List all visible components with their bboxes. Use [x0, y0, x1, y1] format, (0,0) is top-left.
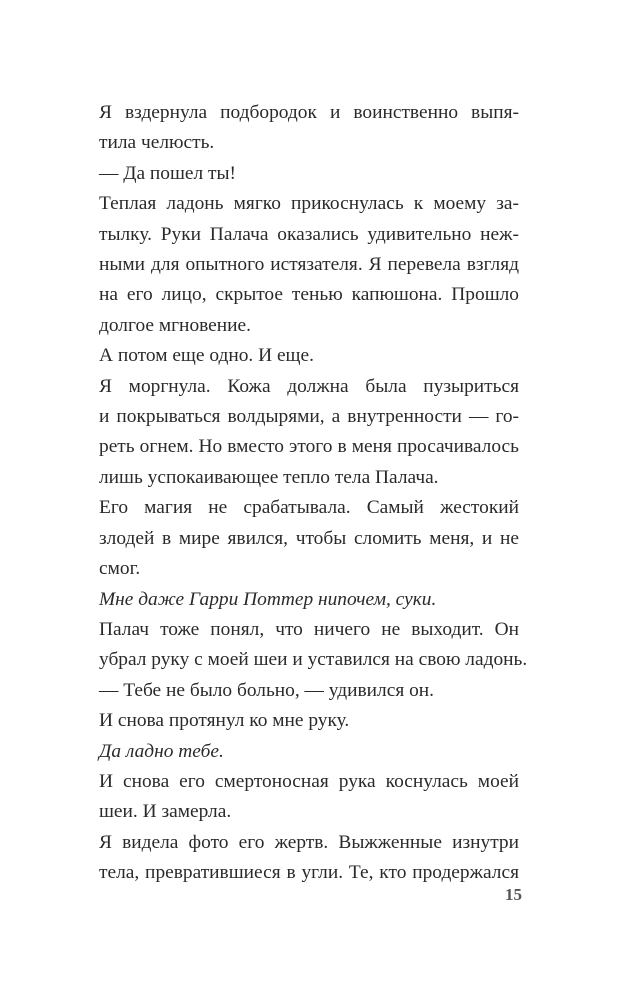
paragraph-5 [99, 372, 519, 494]
paragraph-7-italic [99, 585, 519, 615]
paragraph-9 [99, 676, 519, 706]
paragraph-12 [99, 767, 519, 828]
text-line: реть огнем. Но вместо этого в меня просачивалось [99, 436, 519, 458]
paragraph-13 [99, 828, 519, 889]
paragraph-4 [99, 341, 519, 371]
text-line: и покрываться волдырями, а внутренности — го- [99, 406, 519, 428]
text-line: И снова протянул ко мне руку. [99, 710, 350, 732]
text-line: смог. [99, 558, 141, 580]
text-line: злодей в мире явился, чтобы сломить меня, и не [99, 527, 519, 549]
text-line: тила челюсть. [99, 132, 215, 154]
text-line: Палач тоже понял, что ничего не выходит. Он [99, 618, 519, 640]
text-line: Мне даже Гарри Поттер нипочем, суки. [99, 588, 437, 610]
paragraph-2 [99, 159, 519, 189]
paragraph-10 [99, 706, 519, 736]
body-text [99, 98, 528, 889]
paragraph-8 [99, 615, 528, 676]
text-line: — Тебе не было больно, — удивился он. [99, 679, 435, 701]
text-line: Его магия не срабатывала. Самый жестокий [99, 497, 519, 519]
paragraph-3 [99, 189, 519, 341]
text-line: Я видела фото его жертв. Выжженные изнутри [99, 831, 519, 853]
text-line: — Да пошел ты! [99, 162, 237, 184]
text-line: Я моргнула. Кожа должна была пузыриться [99, 375, 519, 397]
paragraph-1 [99, 98, 519, 159]
text-line: на его лицо, скрытое тенью капюшона. Прошло [99, 284, 519, 306]
text-line: шеи. И замерла. [99, 801, 232, 823]
page-number: 15 [505, 885, 522, 904]
text-line: лишь успокаивающее тепло тела Палача. [99, 466, 439, 488]
text-line: долгое мгновение. [99, 314, 251, 336]
text-line: А потом еще одно. И еще. [99, 345, 314, 367]
text-line: И снова его смертоносная рука коснулась моей [99, 770, 519, 792]
text-line: Теплая ладонь мягко прикоснулась к моему за- [99, 193, 519, 215]
paragraph-11-italic [99, 737, 519, 767]
text-line: Я вздернула подбородок и воинственно выпя- [99, 102, 519, 123]
text-line: ными для опытного истязателя. Я перевела взгляд [99, 254, 519, 276]
text-line: тела, превратившиеся в угли. Те, кто продержался [99, 862, 519, 884]
text-line: убрал руку с моей шеи и уставился на свою ладонь. [99, 649, 528, 671]
text-line: тылку. Руки Палача оказались удивительно неж- [99, 223, 519, 245]
text-line: Да ладно тебе. [99, 740, 224, 762]
paragraph-6 [99, 493, 519, 584]
